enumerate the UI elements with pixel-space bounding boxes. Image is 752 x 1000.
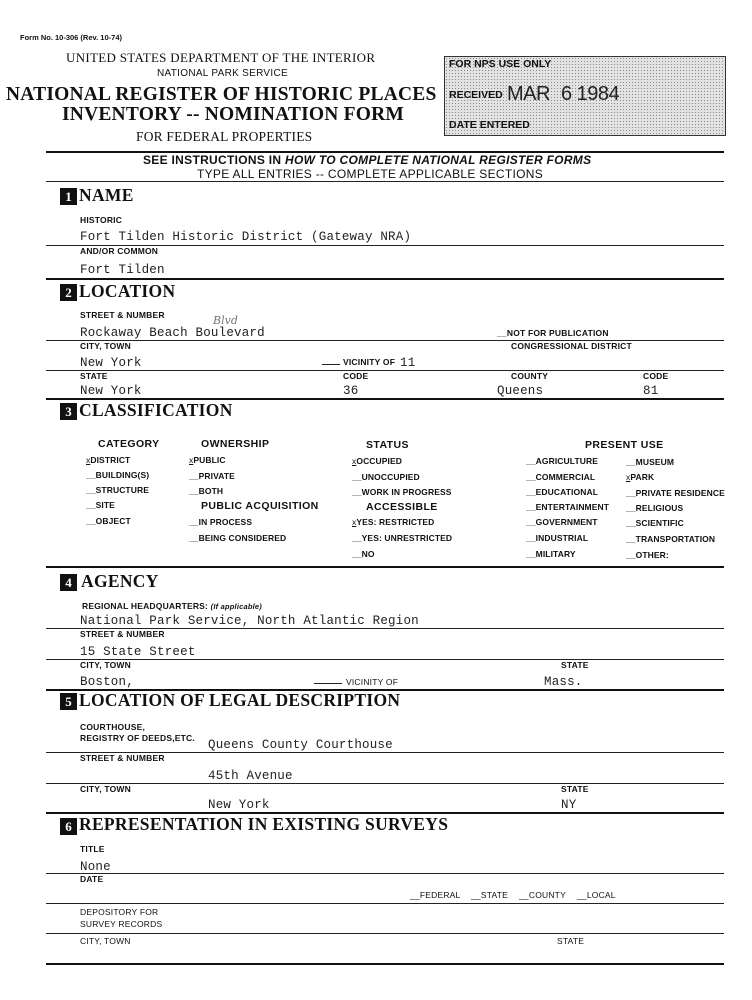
state-code-label: CODE: [343, 371, 369, 381]
nps-use-only-box: [444, 56, 726, 136]
status-unoccupied: __UNOCCUPIED: [352, 472, 420, 482]
check-mark: x: [86, 455, 91, 465]
present-use-heading: PRESENT USE: [585, 439, 664, 451]
status-heading: STATUS: [366, 439, 409, 451]
section-6-number: 6: [60, 818, 77, 835]
use-educational: __EDUCATIONAL: [526, 487, 598, 497]
form-title-line1: NATIONAL REGISTER OF HISTORIC PLACES: [6, 84, 437, 105]
use-transportation: __TRANSPORTATION: [626, 534, 716, 544]
use-religious: __RELIGIOUS: [626, 503, 684, 513]
historic-name-value: Fort Tilden Historic District (Gateway NRA): [80, 230, 412, 244]
received-month: MAR: [507, 83, 550, 105]
category-object: __OBJECT: [86, 516, 131, 526]
survey-city-label: CITY, TOWN: [80, 936, 131, 946]
vicinity-line: [314, 683, 342, 684]
use-commercial: __COMMERCIAL: [526, 472, 596, 482]
status-occupied: [352, 456, 402, 466]
rule: [46, 370, 724, 371]
legal-street-label: STREET & NUMBER: [80, 753, 165, 763]
survey-title-label: TITLE: [80, 844, 105, 854]
use-military: __MILITARY: [526, 549, 576, 559]
rule: [46, 566, 724, 568]
instructions-line2: TYPE ALL ENTRIES -- COMPLETE APPLICABLE SECTIONS: [197, 167, 544, 181]
state-code-value: 36: [343, 384, 359, 398]
rule: [46, 903, 724, 904]
rule: [46, 963, 724, 965]
section-1-title: NAME: [79, 185, 134, 205]
federal-option: __FEDERAL: [410, 890, 461, 900]
regional-hq-label: [82, 601, 262, 611]
legal-city-label: CITY, TOWN: [80, 784, 131, 794]
section-5-title: LOCATION OF LEGAL DESCRIPTION: [79, 690, 401, 710]
accessible-heading: ACCESSIBLE: [366, 501, 438, 513]
section-6-title: REPRESENTATION IN EXISTING SURVEYS: [79, 814, 449, 834]
congressional-district-label: CONGRESSIONAL DISTRICT: [511, 341, 632, 351]
check-mark: x: [352, 456, 357, 466]
agency-vicinity-label: VICINITY OF: [346, 677, 399, 687]
regional-hq-value: National Park Service, North Atlantic Region: [80, 614, 419, 628]
date-entered-label: DATE ENTERED: [449, 119, 530, 131]
rule: [46, 933, 724, 934]
section-3-number: 3: [60, 403, 77, 420]
agency-city-label: CITY, TOWN: [80, 660, 131, 670]
section-3-title: CLASSIFICATION: [79, 400, 233, 420]
use-museum: __MUSEUM: [626, 457, 675, 467]
use-other: __OTHER:: [626, 550, 669, 560]
category-site: __SITE: [86, 500, 115, 510]
agency-state-label: STATE: [561, 660, 589, 670]
instructions-prefix: SEE INSTRUCTIONS IN: [143, 153, 286, 167]
city-town-label: CITY, TOWN: [80, 341, 131, 351]
accessible-yes-restricted: [352, 517, 434, 527]
courthouse-label-line1: COURTHOUSE,: [80, 722, 146, 732]
status-work-in-progress: __WORK IN PROGRESS: [352, 487, 452, 497]
acquisition-in-process: __IN PROCESS: [189, 517, 253, 527]
use-private-residence: __PRIVATE RESIDENCE: [626, 488, 725, 498]
street-number-label: STREET & NUMBER: [80, 310, 165, 320]
category-structure: __STRUCTURE: [86, 485, 149, 495]
status-occupied-label: OCCUPIED: [356, 456, 403, 466]
section-4-title: AGENCY: [81, 571, 159, 591]
ownership-public-label: PUBLIC: [193, 455, 226, 465]
agency-street-value: 15 State Street: [80, 645, 196, 659]
legal-state-value: NY: [561, 798, 577, 812]
use-government: __GOVERNMENT: [526, 517, 598, 527]
public-acquisition-heading: PUBLIC ACQUISITION: [201, 500, 319, 512]
use-park-label: PARK: [630, 472, 655, 482]
use-scientific: __SCIENTIFIC: [626, 518, 684, 528]
street-handwritten-note: Blvd: [213, 314, 238, 327]
vicinity-label: VICINITY OF: [343, 357, 396, 367]
congressional-district-value: 11: [400, 356, 416, 370]
category-district: [86, 455, 130, 465]
courthouse-value: Queens County Courthouse: [208, 738, 393, 752]
accessible-yes-unrestricted: __YES: UNRESTRICTED: [352, 533, 453, 543]
survey-state-label: STATE: [557, 936, 585, 946]
instructions-line1: [143, 153, 591, 167]
rule: [46, 278, 724, 280]
check-mark: x: [626, 472, 631, 482]
legal-state-label: STATE: [561, 784, 589, 794]
department-name: UNITED STATES DEPARTMENT OF THE INTERIOR: [66, 50, 376, 65]
county-label: COUNTY: [511, 371, 549, 381]
agency-state-value: Mass.: [544, 675, 583, 689]
section-4-number: 4: [60, 574, 77, 591]
regional-hq-note: (If applicable): [210, 602, 262, 611]
category-heading: CATEGORY: [98, 438, 160, 450]
courthouse-label-line2: REGISTRY OF DEEDS,ETC.: [80, 733, 195, 743]
state-value: New York: [80, 384, 142, 398]
ownership-both: __BOTH: [189, 486, 224, 496]
form-title-line2: INVENTORY -- NOMINATION FORM: [62, 104, 405, 125]
vicinity-line: [322, 364, 340, 365]
legal-city-value: New York: [208, 798, 270, 812]
street-value: Rockaway Beach Boulevard: [80, 326, 265, 340]
depository-label-line2: SURVEY RECORDS: [80, 919, 163, 929]
section-1-number: 1: [60, 188, 77, 205]
check-mark: x: [352, 517, 357, 527]
section-2-number: 2: [60, 284, 77, 301]
form-number: Form No. 10-306 (Rev. 10-74): [20, 33, 122, 42]
category-building: __BUILDING(S): [86, 470, 150, 480]
section-2-title: LOCATION: [79, 281, 176, 301]
use-industrial: __INDUSTRIAL: [526, 533, 589, 543]
rule: [46, 659, 724, 660]
agency-city-value: Boston,: [80, 675, 134, 689]
ownership-heading: OWNERSHIP: [201, 438, 270, 450]
service-name: NATIONAL PARK SERVICE: [157, 68, 288, 79]
legal-street-value: 45th Avenue: [208, 769, 293, 783]
survey-title-value: None: [80, 860, 111, 874]
county-value: Queens: [497, 384, 544, 398]
section-5-number: 5: [60, 693, 77, 710]
ownership-public: [189, 455, 226, 465]
instructions-emphasis: HOW TO COMPLETE NATIONAL REGISTER FORMS: [285, 153, 592, 167]
city-value: New York: [80, 356, 142, 370]
acquisition-being-considered: __BEING CONSIDERED: [189, 533, 287, 543]
use-entertainment: __ENTERTAINMENT: [526, 502, 610, 512]
rule: [46, 181, 724, 182]
historic-label: HISTORIC: [80, 215, 123, 225]
common-name-label: AND/OR COMMON: [80, 246, 159, 256]
state-option: __STATE: [471, 890, 508, 900]
regional-hq-label-text: REGIONAL HEADQUARTERS:: [82, 601, 209, 611]
form-subtitle: FOR FEDERAL PROPERTIES: [136, 129, 313, 144]
category-district-label: DISTRICT: [90, 455, 131, 465]
not-for-publication-option: __NOT FOR PUBLICATION: [497, 328, 609, 338]
accessible-no: __NO: [352, 549, 375, 559]
county-code-label: CODE: [643, 371, 669, 381]
use-park: [626, 472, 654, 482]
survey-date-label: DATE: [80, 874, 104, 884]
depository-label-line1: DEPOSITORY FOR: [80, 907, 159, 917]
state-label: STATE: [80, 371, 108, 381]
received-day: 6 1984: [561, 83, 620, 105]
local-option: __LOCAL: [577, 890, 616, 900]
county-option: __COUNTY: [519, 890, 566, 900]
check-mark: x: [189, 455, 194, 465]
rule: [46, 873, 724, 874]
nps-box-label: FOR NPS USE ONLY: [449, 58, 552, 70]
rule: [46, 783, 724, 784]
use-agriculture: __AGRICULTURE: [526, 456, 598, 466]
ownership-private: __PRIVATE: [189, 471, 235, 481]
common-name-value: Fort Tilden: [80, 263, 165, 277]
accessible-yes-restricted-label: YES: RESTRICTED: [356, 517, 435, 527]
received-label: RECEIVED: [449, 89, 503, 101]
county-code-value: 81: [643, 384, 659, 398]
agency-street-label: STREET & NUMBER: [80, 629, 165, 639]
